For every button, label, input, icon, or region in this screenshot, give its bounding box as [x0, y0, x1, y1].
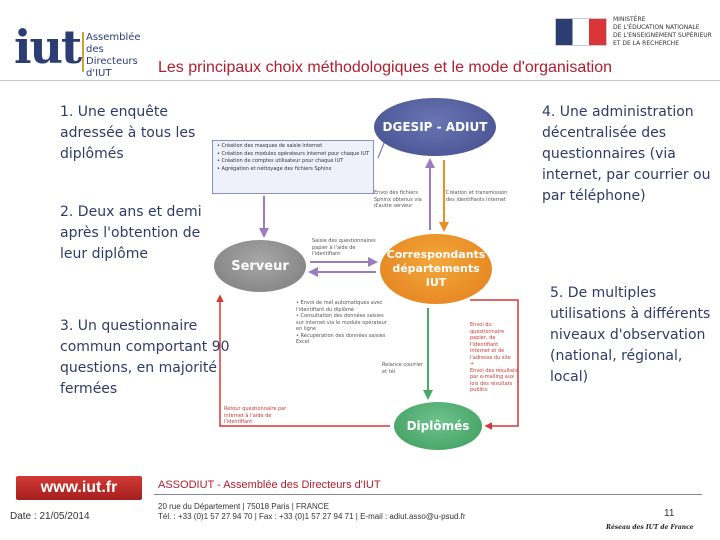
dgesip-task: • Agrégation et nettoyage des fichiers Sphinx: [217, 165, 332, 172]
anno-saisie-papier: Saisie des questionnaires papier à l'aide de l'identifiant: [312, 238, 376, 257]
anno-retour-internet: Retour questionnaire par internet à l'aide de l'identifiant: [224, 406, 287, 425]
anno-creation-transmission: Création et transmission des identifiants internet: [446, 190, 508, 203]
french-flag-icon: [555, 18, 607, 46]
anno-relance: Relance courrier et tél: [382, 362, 423, 375]
iut-logo: [10, 6, 150, 79]
point-4: 4. Une administration décentralisée des questionnaires (via internet, par courrier ou par téléphone): [542, 104, 711, 204]
iut-logo-text: iut: [14, 20, 81, 74]
title-divider: [0, 80, 720, 81]
ministry-line-1: MINISTÈRE: [613, 16, 646, 23]
node-diplomes: Diplômés: [394, 402, 482, 450]
iut-website-link[interactable]: www.iut.fr: [16, 476, 142, 500]
node-correspondants: [380, 234, 492, 304]
assemblee-text: [86, 32, 150, 80]
corr-line-3: IUT: [425, 276, 447, 289]
corr-line-2: départements: [392, 262, 480, 275]
anno-serveur-tasks: • Envoi de mél automatiques avec l'identifiant du diplômé • Consultation des données saisies sur internet via le module opérateur en ligne • Récupération des données saisies Excel: [296, 300, 387, 345]
ministry-line-2: DE L'ÉDUCATION NATIONALE: [613, 24, 700, 31]
point-3: 3. Un questionnaire commun comportant 90 questions, en majorité fermées: [60, 318, 230, 397]
ministry-text: [613, 16, 712, 48]
assemblee-line-2: des Directeurs: [86, 44, 138, 67]
point-1: 1. Une enquête adressée à tous les diplômés: [60, 104, 196, 162]
ministry-logo: [555, 14, 715, 50]
point-5: 5. De multiples utilisations à différents niveaux d'observation (national, régional, local): [550, 285, 711, 385]
dgesip-task: • Création des masques de saisie internet: [217, 143, 323, 149]
ministry-line-3: DE L'ENSEIGNEMENT SUPÉRIEUR: [613, 32, 712, 39]
dgesip-task: • Création des modules opérateurs internet pour chaque IUT: [217, 150, 370, 157]
page-title: Les principaux choix méthodologiques et le mode d'organisation: [158, 59, 613, 76]
organisation-diagram: [200, 88, 540, 458]
point-2: 2. Deux ans et demi après l'obtention de leur diplôme: [60, 204, 202, 262]
reseau-iut-logo: Réseau des IUT de France: [606, 524, 694, 531]
footer-contact-line: Tél. : +33 (0)1 57 27 94 70 | Fax : +33 (0)1 57 27 94 71 | E-mail : adiut.asso@u-psud.fr: [158, 512, 466, 521]
footer-association: ASSODIUT - Assemblée des Directeurs d'IUT: [158, 479, 381, 491]
logo-divider: [82, 32, 84, 72]
footer-divider: [154, 494, 702, 495]
dgesip-task: • Création de comptes utilisateur pour chaque IUT: [217, 158, 344, 164]
page-number: 11: [664, 508, 675, 519]
footer-date: Date : 21/05/2014: [10, 511, 90, 522]
corr-line-1: Correspondants: [386, 248, 486, 261]
node-dgesip: DGESIP - ADIUT: [374, 98, 496, 156]
dgesip-tasks-box: [212, 140, 374, 194]
ministry-line-4: ET DE LA RECHERCHE: [613, 40, 679, 47]
anno-envoi-fichiers: Envoi des fichiers Sphinx obtenus via d'autre serveur: [374, 190, 422, 209]
node-serveur: Serveur: [214, 240, 306, 292]
footer-address-line: 20 rue du Département | 75018 Paris | FRANCE: [158, 502, 329, 511]
footer-address: [158, 502, 466, 522]
assemblee-line-1: Assemblée: [86, 32, 141, 43]
anno-envoi-questionnaire: Envoi du questionnaire papier, de l'identifiant internet et de l'adresse du site + Envoi des résultats par e-mailing aux lois des résultats publics: [470, 322, 518, 393]
assemblee-line-3: d'IUT: [86, 68, 112, 79]
